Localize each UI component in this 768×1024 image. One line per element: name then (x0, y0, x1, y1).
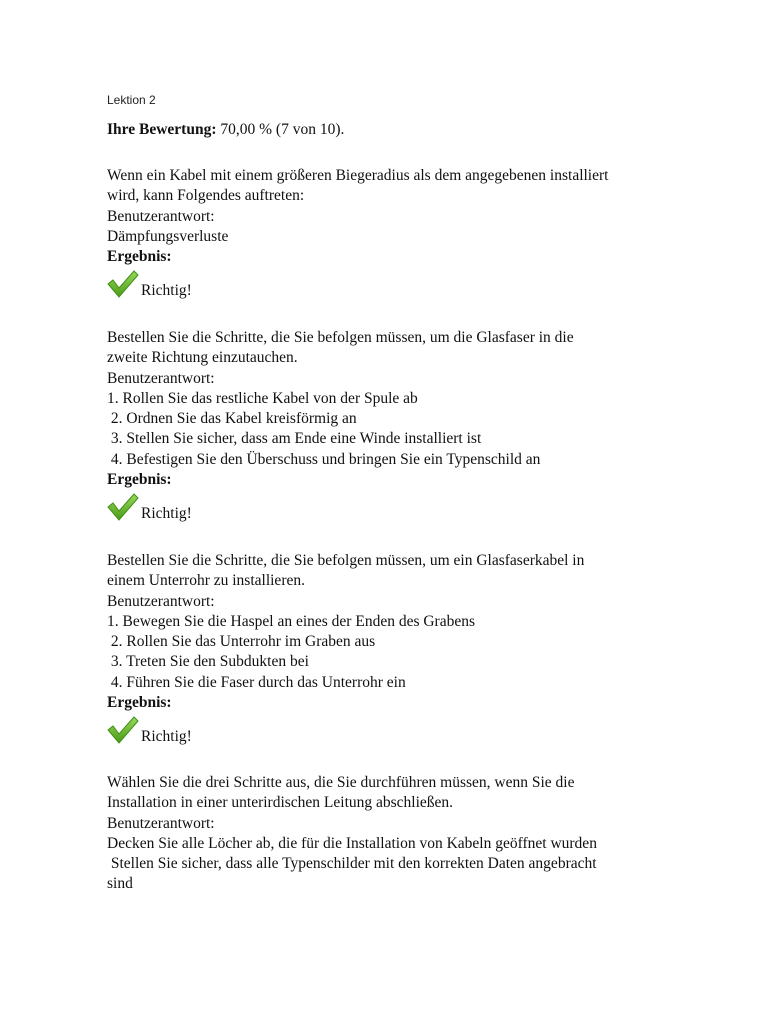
question-text: Bestellen Sie die Schritte, die Sie befolgen müssen, um ein Glasfaserkabel in (107, 552, 585, 569)
answer-step: 3. Stellen Sie sicher, dass am Ende eine Winde installiert ist (107, 430, 482, 448)
answer-step: 3. Treten Sie den Subdukten bei (107, 653, 309, 671)
answer-label: Benutzerantwort: (107, 814, 215, 832)
question-text: einem Unterrohr zu installieren. (107, 572, 305, 590)
question-block (107, 773, 667, 895)
answer-step: 2. Rollen Sie das Unterrohr im Graben aus (107, 633, 376, 651)
question-block (107, 328, 667, 528)
result-text: Richtig! (141, 505, 192, 523)
result-row (107, 715, 667, 751)
result-label: Ergebnis: (107, 471, 172, 489)
score-value: 70,00 % (7 von 10). (220, 121, 345, 138)
result-label: Ergebnis: (107, 248, 172, 266)
question-text: Wählen Sie die drei Schritte aus, die Sie durchführen müssen, wenn Sie die (107, 774, 575, 791)
result-row (107, 269, 667, 305)
result-label: Ergebnis: (107, 694, 172, 712)
question-text: Installation in einer unterirdischen Leitung abschließen. (107, 794, 454, 812)
green-check-icon (107, 492, 139, 522)
score-label: Ihre Bewertung: (107, 121, 217, 138)
answer-text: sind (107, 875, 133, 893)
green-check-icon (107, 269, 139, 299)
answer-step: 2. Ordnen Sie das Kabel kreisförmig an (107, 410, 357, 428)
answer-text: Dämpfungsverluste (107, 227, 229, 245)
question-block (107, 551, 667, 751)
answer-step: 1. Rollen Sie das restliche Kabel von der Spule ab (107, 389, 418, 407)
result-row (107, 492, 667, 528)
result-text: Richtig! (141, 728, 192, 746)
green-check-icon (107, 715, 139, 745)
lesson-title: Lektion 2 (107, 93, 156, 107)
answer-label: Benutzerantwort: (107, 592, 215, 610)
question-text: wird, kann Folgendes auftreten: (107, 187, 305, 205)
question-text: Bestellen Sie die Schritte, die Sie befolgen müssen, um die Glasfaser in die (107, 329, 574, 346)
answer-step: 4. Führen Sie die Faser durch das Unterrohr ein (107, 673, 406, 691)
answer-step: 1. Bewegen Sie die Haspel an eines der Enden des Grabens (107, 612, 476, 630)
answer-text: Stellen Sie sicher, dass alle Typenschilder mit den korrekten Daten angebracht (107, 855, 597, 873)
question-text: Wenn ein Kabel mit einem größeren Biegeradius als dem angegebenen installiert (107, 167, 609, 184)
result-text: Richtig! (141, 282, 192, 300)
question-block (107, 166, 667, 305)
answer-label: Benutzerantwort: (107, 207, 215, 225)
answer-text: Decken Sie alle Löcher ab, die für die Installation von Kabeln geöffnet wurden (107, 834, 597, 852)
answer-label: Benutzerantwort: (107, 369, 215, 387)
score-line (107, 120, 344, 140)
question-text: zweite Richtung einzutauchen. (107, 349, 298, 367)
answer-step: 4. Befestigen Sie den Überschuss und bringen Sie ein Typenschild an (107, 450, 541, 468)
